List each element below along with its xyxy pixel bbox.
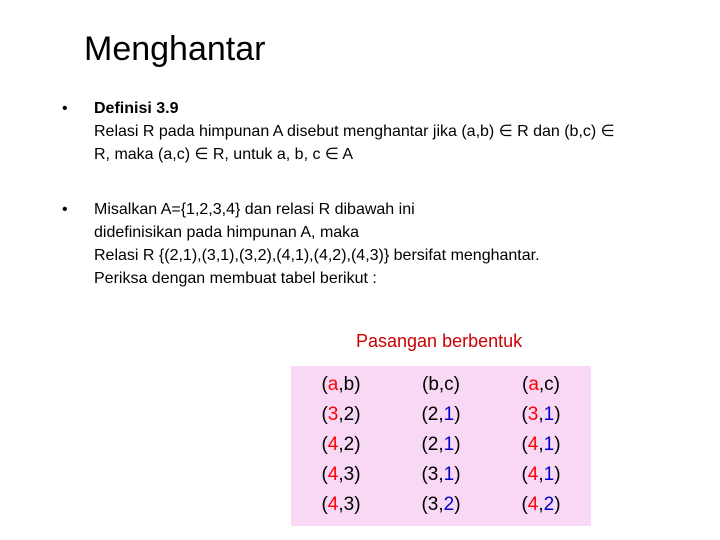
pair-first: 4 xyxy=(527,494,539,515)
header-cell: (b,c) xyxy=(421,374,460,395)
table-cell: (4,1) xyxy=(521,434,561,455)
pair-first: 3 xyxy=(327,404,339,425)
pair-second: 1 xyxy=(443,464,455,485)
pair-first: 4 xyxy=(527,464,539,485)
table-row xyxy=(291,490,591,526)
table-header-row xyxy=(291,366,591,400)
table-cell: (4,1) xyxy=(521,464,561,485)
example-line: didefinisikan pada himpunan A, maka xyxy=(94,224,360,241)
pair-first: 3 xyxy=(527,404,539,425)
definition-line: Relasi R pada himpunan A disebut menghantar jika (a,b) ∈ R dan (b,c) ∈ xyxy=(94,123,615,140)
pair-first: 4 xyxy=(327,464,339,485)
table-cell: (2,1) xyxy=(421,434,461,455)
example-line: Misalkan A={1,2,3,4} dan relasi R dibawah ini xyxy=(94,201,415,218)
table-row xyxy=(291,430,591,460)
bullet-dot: • xyxy=(62,100,68,117)
table-cell: (3,1) xyxy=(521,404,561,425)
table-cell: (4,3) xyxy=(321,494,361,515)
pair-first: b xyxy=(428,374,439,395)
pair-first: 4 xyxy=(527,434,539,455)
pairs-table xyxy=(291,366,591,526)
pair-first: a xyxy=(327,374,339,395)
pair-second: c xyxy=(544,374,554,395)
definition-line: R, maka (a,c) ∈ R, untuk a, b, c ∈ A xyxy=(94,146,354,163)
header-cell: (a,c) xyxy=(521,374,560,395)
pair-first: 2 xyxy=(427,434,439,455)
pair-second: 1 xyxy=(543,464,555,485)
table-caption: Pasangan berbentuk xyxy=(356,331,523,351)
definition-heading: Definisi 3.9 xyxy=(94,100,179,117)
table-row xyxy=(291,400,591,430)
example-line: Periksa dengan membuat tabel berikut : xyxy=(94,270,377,287)
bullet-example xyxy=(62,198,682,290)
pair-first: 4 xyxy=(327,434,339,455)
table-row xyxy=(291,460,591,490)
table-cell: (2,1) xyxy=(421,404,461,425)
pair-second: 1 xyxy=(543,434,555,455)
table-cell: (3,1) xyxy=(421,464,461,485)
pair-second: b xyxy=(343,374,355,395)
pair-first: 3 xyxy=(427,494,439,515)
table-cell: (4,3) xyxy=(321,464,361,485)
header-cell: (a,b) xyxy=(321,374,361,395)
bullet-definition xyxy=(62,97,682,166)
pair-second: 2 xyxy=(443,494,455,515)
pair-first: 3 xyxy=(427,464,439,485)
pair-second: 3 xyxy=(343,464,355,485)
pair-first: a xyxy=(528,374,539,395)
pair-second: 1 xyxy=(543,404,555,425)
slide-title: Menghantar xyxy=(84,30,266,68)
table-cell: (4,2) xyxy=(521,494,561,515)
bullet-dot: • xyxy=(62,201,68,218)
pair-second: 2 xyxy=(543,494,555,515)
table-cell: (4,2) xyxy=(321,434,361,455)
pair-second: c xyxy=(444,374,454,395)
pair-second: 1 xyxy=(443,434,455,455)
pair-second: 1 xyxy=(443,404,455,425)
pair-first: 2 xyxy=(427,404,439,425)
pair-second: 2 xyxy=(343,404,355,425)
example-line: Relasi R {(2,1),(3,1),(3,2),(4,1),(4,2),(4,3)} bersifat menghantar. xyxy=(94,247,540,264)
pair-second: 2 xyxy=(343,434,355,455)
pair-first: 4 xyxy=(327,494,339,515)
table-cell: (3,2) xyxy=(321,404,361,425)
pair-second: 3 xyxy=(343,494,355,515)
table-cell: (3,2) xyxy=(421,494,461,515)
